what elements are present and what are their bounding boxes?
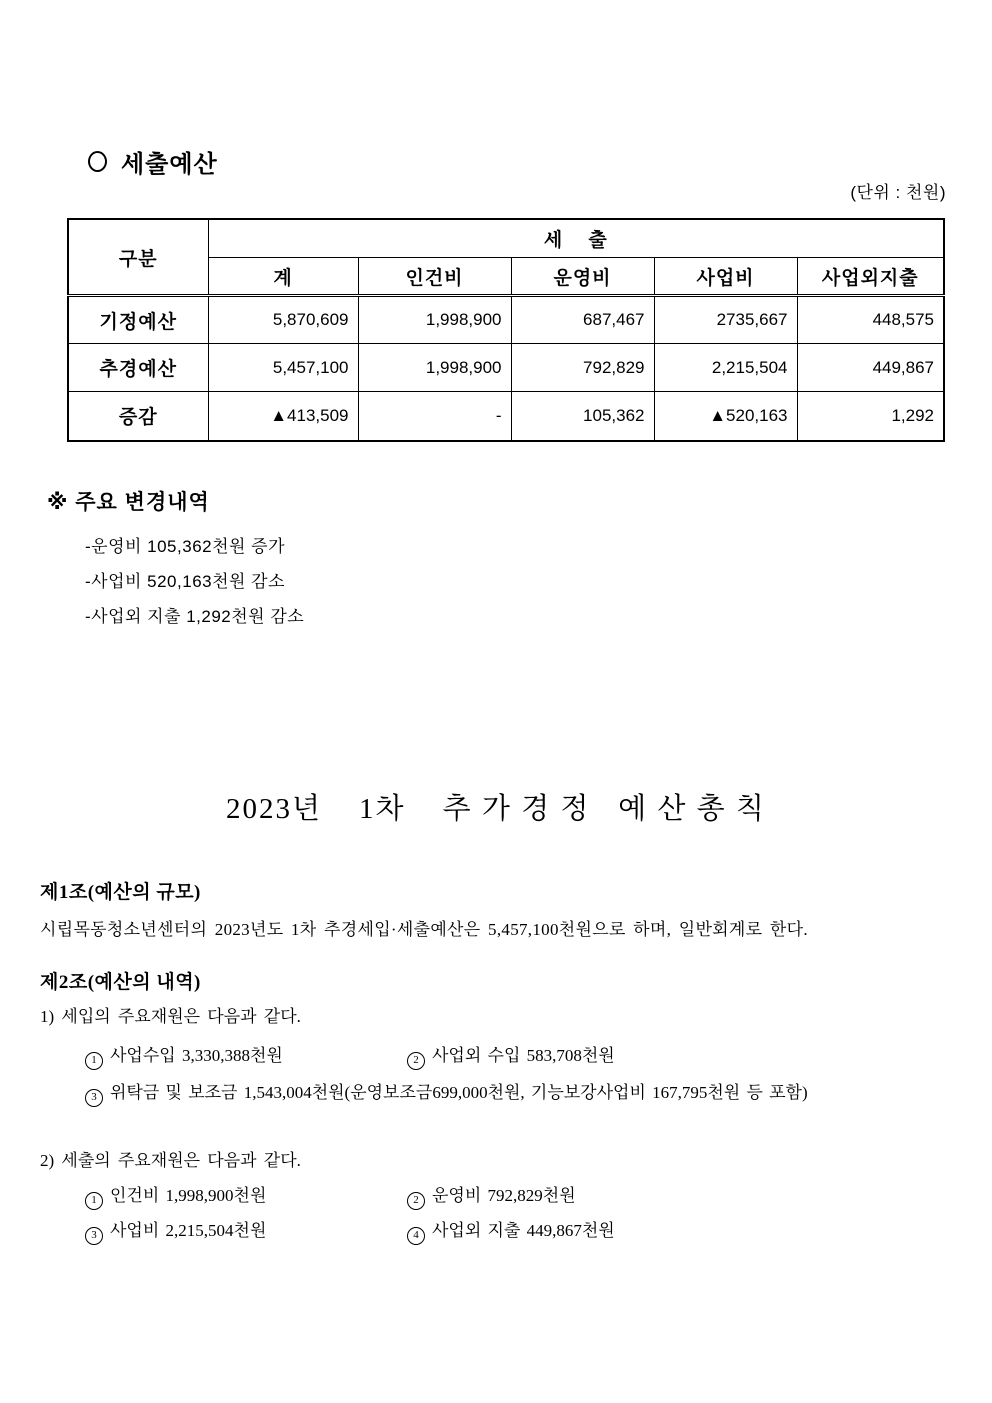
cell-value: 5,457,100: [208, 344, 358, 392]
cell-value: 105,362: [511, 392, 654, 441]
row-label: 기정예산: [68, 296, 208, 344]
circled-number-icon: 4: [407, 1227, 425, 1245]
change-item: -사업비 520,163천원 감소: [85, 572, 286, 591]
clause2-lead: 2) 세출의 주요재원은 다음과 같다.: [40, 1151, 301, 1170]
cell-value: 449,867: [797, 344, 944, 392]
list-item-text: 운영비 792,829천원: [432, 1186, 576, 1205]
table-row-change: [68, 392, 944, 441]
col-header-total: 계: [208, 258, 358, 296]
list-item: [85, 1216, 407, 1245]
unit-note: (단위 : 천원): [850, 183, 946, 202]
cell-value: 792,829: [511, 344, 654, 392]
clause1-items-row: [85, 1041, 965, 1070]
change-item: -사업외 지출 1,292천원 감소: [85, 607, 305, 626]
col-header-personnel: 인건비: [358, 258, 511, 296]
col-header-project: 사업비: [654, 258, 797, 296]
col-header-operating: 운영비: [511, 258, 654, 296]
table-row-revised-budget: [68, 344, 944, 392]
circled-number-icon: 3: [85, 1089, 103, 1107]
list-item-text: 사업수입 3,330,388천원: [110, 1046, 283, 1065]
provisions-title: 2023년 1차 추 가 경 정 예 산 총 칙: [226, 793, 766, 825]
row-label: 증감: [68, 392, 208, 441]
budget-table: [67, 218, 945, 442]
cell-value: ▲520,163: [654, 392, 797, 441]
cell-value: 687,467: [511, 296, 654, 344]
clause2-items-row2: [85, 1216, 965, 1245]
clause1-lead: 1) 세입의 주요재원은 다음과 같다.: [40, 1007, 301, 1026]
cell-value: 1,998,900: [358, 344, 511, 392]
circled-number-icon: 3: [85, 1227, 103, 1245]
cell-value: 5,870,609: [208, 296, 358, 344]
section-title-text: 세출예산: [121, 151, 218, 178]
cell-value: 2,215,504: [654, 344, 797, 392]
table-row-existing-budget: [68, 296, 944, 344]
cell-value: ▲413,509: [208, 392, 358, 441]
circled-number-icon: 1: [85, 1192, 103, 1210]
circled-number-icon: 1: [85, 1052, 103, 1070]
list-item-text: 사업비 2,215,504천원: [110, 1221, 267, 1240]
cell-value: 1,998,900: [358, 296, 511, 344]
circle-bullet-icon: [88, 151, 107, 172]
list-item-text: 사업외 지출 449,867천원: [432, 1221, 615, 1240]
cell-value: 2735,667: [654, 296, 797, 344]
cell-value: -: [358, 392, 511, 441]
list-item: [85, 1041, 407, 1070]
circled-number-icon: 2: [407, 1192, 425, 1210]
list-item: [407, 1181, 576, 1210]
article1-heading: 제1조(예산의 규모): [40, 882, 201, 903]
list-item: [85, 1181, 407, 1210]
clause2-items-row1: [85, 1181, 965, 1210]
list-item: [85, 1078, 808, 1107]
table-corner-header: 구분: [68, 219, 208, 296]
article2-heading: 제2조(예산의 내역): [40, 972, 201, 993]
article1-body: 시립목동청소년센터의 2023년도 1차 추경세입·세출예산은 5,457,100천원으로 하며, 일반회계로 한다.: [40, 920, 808, 939]
list-item-text: 위탁금 및 보조금 1,543,004천원(운영보조금699,000천원, 기능보강사업비 167,795천원 등 포함): [110, 1083, 808, 1102]
list-item-text: 인건비 1,998,900천원: [110, 1186, 267, 1205]
list-item-text: 사업외 수입 583,708천원: [432, 1046, 615, 1065]
col-header-nonproject: 사업외지출: [797, 258, 944, 296]
row-label: 추경예산: [68, 344, 208, 392]
clause1-item3-row: [85, 1078, 965, 1107]
changes-heading: ※ 주요 변경내역: [47, 491, 210, 514]
list-item: [407, 1041, 615, 1070]
change-item: -운영비 105,362천원 증가: [85, 537, 286, 556]
list-item: [407, 1216, 615, 1245]
cell-value: 448,575: [797, 296, 944, 344]
section-title: [88, 144, 218, 179]
table-group-header: 세 출: [208, 219, 944, 258]
circled-number-icon: 2: [407, 1052, 425, 1070]
cell-value: 1,292: [797, 392, 944, 441]
